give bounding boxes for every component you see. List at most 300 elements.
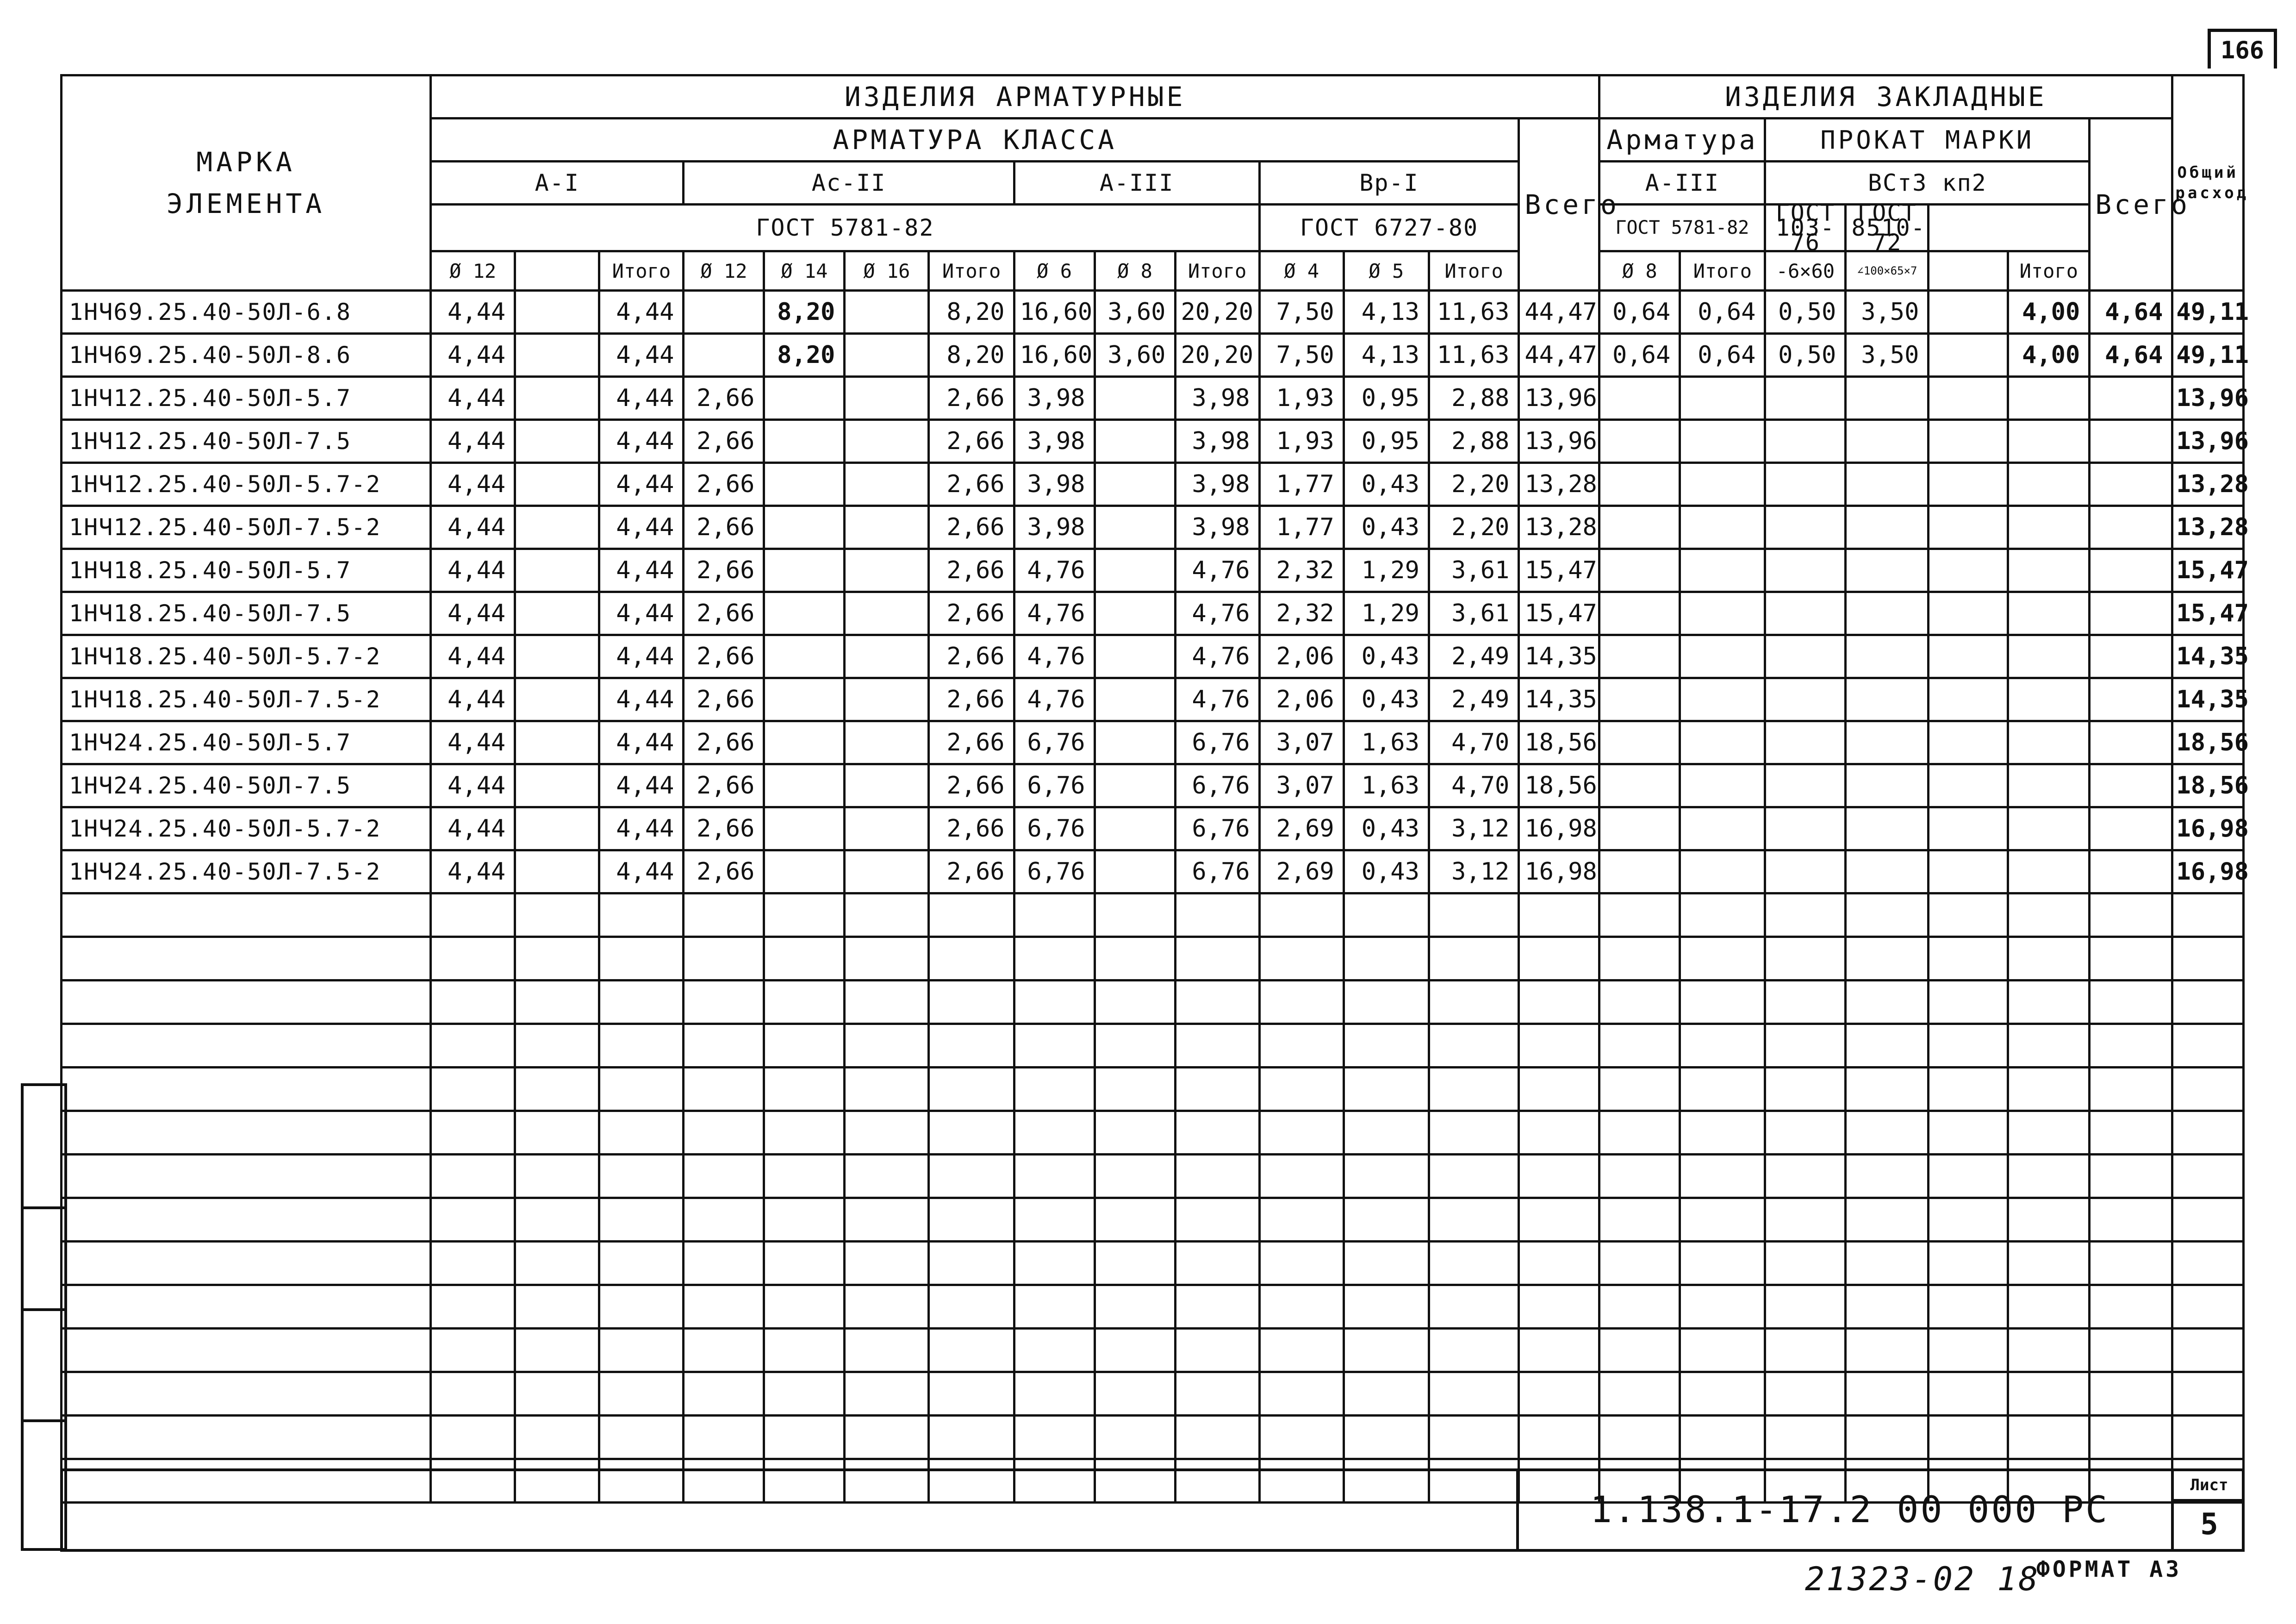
cell-mark: 1НЧ12.25.40-50Л-5.7 (62, 377, 431, 420)
cell-ac-total: 2,66 (929, 377, 1014, 420)
empty-cell (431, 1155, 515, 1198)
empty-cell (1014, 1372, 1095, 1416)
empty-cell (62, 1372, 431, 1416)
empty-cell (515, 1329, 599, 1372)
cell-bp-d5: 0,43 (1344, 635, 1429, 678)
empty-cell (1929, 937, 2008, 981)
empty-cell (515, 981, 599, 1024)
empty-cell (431, 981, 515, 1024)
empty-cell (684, 1416, 764, 1459)
empty-cell (1929, 893, 2008, 937)
cell-ac-d12: 2,66 (684, 592, 764, 635)
empty-cell (1344, 937, 1429, 981)
cell-ac-total: 2,66 (929, 721, 1014, 764)
empty-cell (929, 1068, 1014, 1111)
empty-cell (1095, 1372, 1175, 1416)
sheet-label: Лист (2174, 1471, 2245, 1501)
cell-a1-d12: 4,44 (431, 291, 515, 334)
cell-a1-d12: 4,44 (431, 850, 515, 893)
cell-a3-total: 20,20 (1175, 291, 1259, 334)
gost-blank-header (1929, 205, 2090, 251)
cell-a1-blank (515, 592, 599, 635)
empty-cell (62, 1242, 431, 1285)
cell-grand: 13,96 (2172, 420, 2244, 463)
cell-ac-d12: 2,66 (684, 721, 764, 764)
a1-blank-header (515, 251, 599, 291)
empty-cell (1259, 893, 1344, 937)
cell-emb-total (1680, 549, 1765, 592)
cell-a1-total: 4,44 (599, 549, 684, 592)
empty-cell (2008, 1329, 2090, 1372)
empty-cell (764, 1285, 845, 1329)
empty-cell (1929, 1372, 2008, 1416)
cell-rolled-blank (1929, 291, 2008, 334)
cell-strip (1765, 721, 1846, 764)
cell-rolled-total (2008, 678, 2090, 721)
empty-cell (2172, 981, 2244, 1024)
empty-cell (1429, 937, 1518, 981)
cell-grand: 15,47 (2172, 592, 2244, 635)
bp1-d5-header: Ø 5 (1344, 251, 1429, 291)
ac2-d12-header: Ø 12 (684, 251, 764, 291)
cell-mark: 1НЧ24.25.40-50Л-5.7-2 (62, 807, 431, 850)
cell-a1-blank (515, 807, 599, 850)
cell-bp-d4: 3,07 (1259, 721, 1344, 764)
empty-cell (1846, 1329, 1929, 1372)
empty-cell (684, 1068, 764, 1111)
empty-cell (1765, 1068, 1846, 1111)
cell-ac-total: 2,66 (929, 463, 1014, 506)
empty-cell (1765, 1024, 1846, 1068)
cell-bp-d5: 0,43 (1344, 506, 1429, 549)
cell-ac-total: 2,66 (929, 635, 1014, 678)
cell-bp-total: 2,88 (1429, 420, 1518, 463)
cell-a3-d6: 6,76 (1014, 764, 1095, 807)
cell-rebar-all: 16,98 (1519, 850, 1599, 893)
empty-cell (929, 1242, 1014, 1285)
empty-cell (1846, 893, 1929, 937)
empty-cell (1014, 981, 1095, 1024)
embedded-rebar-header: Арматура (1599, 119, 1765, 162)
empty-cell (2090, 1024, 2172, 1068)
empty-cell (2090, 1285, 2172, 1329)
empty-cell (599, 1416, 684, 1459)
cell-rebar-all: 14,35 (1519, 635, 1599, 678)
cell-a3-total: 4,76 (1175, 592, 1259, 635)
table-row (62, 807, 2244, 850)
cell-a3-d8 (1095, 463, 1175, 506)
cell-ac-d14 (764, 549, 845, 592)
empty-cell (2172, 1416, 2244, 1459)
empty-cell (1175, 1068, 1259, 1111)
cell-a1-total: 4,44 (599, 377, 684, 420)
empty-cell (1765, 1198, 1846, 1242)
empty-cell (1846, 1285, 1929, 1329)
cell-a3-total: 6,76 (1175, 850, 1259, 893)
cell-bp-d5: 0,43 (1344, 807, 1429, 850)
cell-grand: 49,11 (2172, 334, 2244, 377)
cell-rolled-blank (1929, 592, 2008, 635)
empty-cell (1014, 937, 1095, 981)
cell-rebar-all: 13,96 (1519, 420, 1599, 463)
cell-a1-blank (515, 506, 599, 549)
cell-angle (1846, 549, 1929, 592)
cell-a3-d8 (1095, 592, 1175, 635)
empty-cell (1680, 1024, 1765, 1068)
cell-grand: 16,98 (2172, 807, 2244, 850)
empty-cell (2172, 1372, 2244, 1416)
cell-a1-total: 4,44 (599, 463, 684, 506)
empty-cell (599, 1068, 684, 1111)
empty-cell (1765, 1416, 1846, 1459)
cell-a3-d8 (1095, 764, 1175, 807)
cell-bp-d5: 4,13 (1344, 334, 1429, 377)
cell-ac-d14 (764, 678, 845, 721)
cell-bp-d5: 1,63 (1344, 764, 1429, 807)
empty-cell (684, 893, 764, 937)
empty-cell (1175, 1329, 1259, 1372)
empty-cell (599, 1372, 684, 1416)
a3-d6-header: Ø 6 (1014, 251, 1095, 291)
cell-emb-d8 (1599, 592, 1680, 635)
cell-ac-d16 (845, 420, 929, 463)
empty-cell (1929, 1416, 2008, 1459)
empty-cell (515, 1372, 599, 1416)
empty-cell (1014, 893, 1095, 937)
cell-ac-d14: 8,20 (764, 334, 845, 377)
cell-emb-d8 (1599, 850, 1680, 893)
cell-ac-d14 (764, 506, 845, 549)
empty-cell (599, 981, 684, 1024)
empty-cell (62, 1416, 431, 1459)
rolled-grade-header: ПРОКАТ МАРКИ (1765, 119, 2090, 162)
empty-cell (1680, 937, 1765, 981)
cell-a1-blank (515, 463, 599, 506)
cell-angle (1846, 420, 1929, 463)
cell-rebar-all: 13,28 (1519, 463, 1599, 506)
empty-cell (764, 1198, 845, 1242)
cell-emb-all (2090, 506, 2172, 549)
cell-grand: 13,96 (2172, 377, 2244, 420)
cell-a1-blank (515, 291, 599, 334)
cell-emb-d8 (1599, 549, 1680, 592)
cell-a3-total: 3,98 (1175, 463, 1259, 506)
cell-mark: 1НЧ12.25.40-50Л-7.5-2 (62, 506, 431, 549)
empty-cell (1680, 1416, 1765, 1459)
embedded-items-header: ИЗДЕЛИЯ ЗАКЛАДНЫЕ (1599, 75, 2172, 119)
empty-cell (62, 937, 431, 981)
cell-strip (1765, 850, 1846, 893)
cell-ac-total: 2,66 (929, 592, 1014, 635)
table-row (62, 377, 2244, 420)
empty-cell (1599, 1155, 1680, 1198)
empty-cell (431, 1111, 515, 1155)
empty-cell (2090, 981, 2172, 1024)
cell-bp-total: 2,49 (1429, 678, 1518, 721)
table-row (62, 549, 2244, 592)
empty-cell (1344, 1329, 1429, 1372)
cell-a1-total: 4,44 (599, 334, 684, 377)
cell-bp-total: 11,63 (1429, 334, 1518, 377)
cell-emb-d8 (1599, 807, 1680, 850)
cell-a1-total: 4,44 (599, 506, 684, 549)
cell-angle (1846, 807, 1929, 850)
rebar-items-header: ИЗДЕЛИЯ АРМАТУРНЫЕ (431, 75, 1599, 119)
empty-cell (1095, 1024, 1175, 1068)
cell-a3-total: 4,76 (1175, 549, 1259, 592)
cell-ac-total: 8,20 (929, 334, 1014, 377)
empty-cell (2008, 893, 2090, 937)
cell-a1-d12: 4,44 (431, 721, 515, 764)
empty-cell (1519, 1024, 1599, 1068)
cell-emb-d8 (1599, 420, 1680, 463)
empty-cell (1599, 981, 1680, 1024)
cell-a3-total: 6,76 (1175, 764, 1259, 807)
cell-rolled-blank (1929, 764, 2008, 807)
empty-cell (599, 1155, 684, 1198)
empty-cell (2172, 893, 2244, 937)
cell-bp-total: 2,20 (1429, 506, 1518, 549)
empty-cell (1014, 1285, 1095, 1329)
empty-cell (515, 1024, 599, 1068)
cell-grand: 18,56 (2172, 764, 2244, 807)
empty-cell (684, 937, 764, 981)
cell-rebar-all: 15,47 (1519, 592, 1599, 635)
cell-ac-d12: 2,66 (684, 678, 764, 721)
empty-cell (515, 1068, 599, 1111)
empty-cell (1846, 1024, 1929, 1068)
cell-emb-all (2090, 549, 2172, 592)
empty-cell (1519, 981, 1599, 1024)
cell-a3-d6: 6,76 (1014, 721, 1095, 764)
empty-cell (764, 1242, 845, 1285)
cell-ac-total: 2,66 (929, 506, 1014, 549)
empty-cell (1519, 1155, 1599, 1198)
empty-cell (1519, 1372, 1599, 1416)
class-bp1-header: Вр-I (1259, 162, 1519, 205)
ac2-total-header: Итого (929, 251, 1014, 291)
empty-cell (1259, 1068, 1344, 1111)
empty-cell (845, 1242, 929, 1285)
cell-rebar-all: 44,47 (1519, 334, 1599, 377)
empty-cell (599, 937, 684, 981)
empty-cell (845, 1416, 929, 1459)
cell-grand: 16,98 (2172, 850, 2244, 893)
cell-emb-all (2090, 377, 2172, 420)
cell-a3-total: 6,76 (1175, 721, 1259, 764)
cell-angle (1846, 721, 1929, 764)
empty-cell (1429, 981, 1518, 1024)
empty-cell (764, 1416, 845, 1459)
empty-cell (1765, 893, 1846, 937)
total-consumption-header: Общий расход (2172, 75, 2244, 291)
cell-emb-total: 0,64 (1680, 291, 1765, 334)
cell-rebar-all: 13,28 (1519, 506, 1599, 549)
empty-cell (1175, 1198, 1259, 1242)
empty-cell (62, 1155, 431, 1198)
cell-mark: 1НЧ24.25.40-50Л-5.7 (62, 721, 431, 764)
empty-row (62, 1024, 2244, 1068)
empty-cell (515, 937, 599, 981)
cell-rolled-blank (1929, 334, 2008, 377)
empty-cell (929, 1372, 1014, 1416)
empty-cell (1014, 1416, 1095, 1459)
empty-cell (845, 1068, 929, 1111)
empty-cell (431, 1068, 515, 1111)
empty-cell (1344, 981, 1429, 1024)
cell-bp-d4: 1,93 (1259, 420, 1344, 463)
cell-a3-d6: 3,98 (1014, 420, 1095, 463)
cell-rolled-total (2008, 764, 2090, 807)
cell-emb-all (2090, 807, 2172, 850)
empty-cell (684, 1329, 764, 1372)
cell-a1-total: 4,44 (599, 420, 684, 463)
cell-bp-d4: 1,93 (1259, 377, 1344, 420)
cell-bp-d4: 2,06 (1259, 635, 1344, 678)
cell-emb-d8 (1599, 506, 1680, 549)
ac2-d14-header: Ø 14 (764, 251, 845, 291)
a3-d8-header: Ø 8 (1095, 251, 1175, 291)
cell-emb-all (2090, 635, 2172, 678)
cell-bp-d5: 1,29 (1344, 592, 1429, 635)
cell-emb-d8 (1599, 721, 1680, 764)
empty-cell (2090, 1068, 2172, 1111)
cell-ac-d16 (845, 850, 929, 893)
empty-cell (1765, 1242, 1846, 1285)
cell-bp-d5: 0,43 (1344, 678, 1429, 721)
cell-rolled-blank (1929, 721, 2008, 764)
cell-ac-d16 (845, 334, 929, 377)
cell-emb-total (1680, 850, 1765, 893)
cell-emb-all (2090, 764, 2172, 807)
empty-row (62, 1285, 2244, 1329)
empty-cell (1259, 1111, 1344, 1155)
empty-cell (1680, 1068, 1765, 1111)
cell-a1-d12: 4,44 (431, 506, 515, 549)
cell-ac-d14 (764, 463, 845, 506)
empty-cell (1599, 1068, 1680, 1111)
cell-a1-blank (515, 334, 599, 377)
cell-grand: 15,47 (2172, 549, 2244, 592)
empty-cell (1095, 1068, 1175, 1111)
cell-emb-total (1680, 420, 1765, 463)
cell-ac-d16 (845, 592, 929, 635)
cell-ac-d14 (764, 420, 845, 463)
cell-ac-d12 (684, 334, 764, 377)
cell-ac-d14: 8,20 (764, 291, 845, 334)
empty-cell (764, 1155, 845, 1198)
empty-row (62, 1242, 2244, 1285)
cell-a3-total: 4,76 (1175, 678, 1259, 721)
empty-cell (1765, 1155, 1846, 1198)
cell-strip (1765, 506, 1846, 549)
cell-rolled-total (2008, 807, 2090, 850)
empty-cell (1599, 1372, 1680, 1416)
empty-cell (431, 1285, 515, 1329)
cell-emb-total (1680, 721, 1765, 764)
empty-cell (431, 893, 515, 937)
empty-cell (2090, 1416, 2172, 1459)
cell-angle: 3,50 (1846, 334, 1929, 377)
empty-cell (1344, 1416, 1429, 1459)
cell-bp-total: 2,88 (1429, 377, 1518, 420)
empty-cell (1929, 1285, 2008, 1329)
cell-strip: 0,50 (1765, 291, 1846, 334)
cell-ac-d12 (684, 291, 764, 334)
empty-cell (1599, 1024, 1680, 1068)
cell-a3-d8 (1095, 807, 1175, 850)
cell-a3-d8 (1095, 635, 1175, 678)
cell-ac-d16 (845, 291, 929, 334)
cell-strip (1765, 807, 1846, 850)
empty-cell (1929, 1329, 2008, 1372)
cell-a3-d8 (1095, 850, 1175, 893)
class-a1-header: А-I (431, 162, 684, 205)
cell-bp-d4: 1,77 (1259, 506, 1344, 549)
empty-cell (1259, 1155, 1344, 1198)
cell-rolled-total (2008, 592, 2090, 635)
empty-cell (1599, 1198, 1680, 1242)
cell-bp-d5: 0,43 (1344, 463, 1429, 506)
cell-ac-total: 2,66 (929, 807, 1014, 850)
cell-a1-total: 4,44 (599, 291, 684, 334)
emb-d8-header: Ø 8 (1599, 251, 1680, 291)
cell-a3-d6: 3,98 (1014, 463, 1095, 506)
empty-cell (1344, 893, 1429, 937)
empty-cell (1846, 981, 1929, 1024)
bp1-total-header: Итого (1429, 251, 1518, 291)
empty-cell (1095, 893, 1175, 937)
cell-emb-d8 (1599, 678, 1680, 721)
cell-a3-total: 20,20 (1175, 334, 1259, 377)
empty-cell (1929, 1242, 2008, 1285)
empty-cell (2008, 1155, 2090, 1198)
cell-ac-d16 (845, 807, 929, 850)
empty-cell (1929, 1155, 2008, 1198)
empty-cell (1014, 1111, 1095, 1155)
empty-cell (1344, 1111, 1429, 1155)
empty-cell (1599, 1285, 1680, 1329)
empty-cell (1519, 1198, 1599, 1242)
cell-ac-d12: 2,66 (684, 377, 764, 420)
empty-cell (1765, 937, 1846, 981)
cell-mark: 1НЧ12.25.40-50Л-5.7-2 (62, 463, 431, 506)
empty-cell (1259, 981, 1344, 1024)
empty-cell (1519, 1416, 1599, 1459)
empty-cell (845, 1372, 929, 1416)
empty-cell (1014, 1155, 1095, 1198)
empty-cell (1429, 893, 1518, 937)
empty-cell (1095, 1111, 1175, 1155)
empty-cell (764, 1329, 845, 1372)
empty-cell (1429, 1285, 1518, 1329)
cell-emb-total (1680, 635, 1765, 678)
empty-cell (1095, 937, 1175, 981)
empty-cell (684, 1242, 764, 1285)
table-row (62, 764, 2244, 807)
table-row (62, 635, 2244, 678)
empty-cell (1599, 1242, 1680, 1285)
empty-cell (1846, 1242, 1929, 1285)
empty-cell (684, 1372, 764, 1416)
empty-cell (929, 1155, 1014, 1198)
empty-cell (1095, 1155, 1175, 1198)
cell-bp-total: 11,63 (1429, 291, 1518, 334)
cell-mark: 1НЧ24.25.40-50Л-7.5 (62, 764, 431, 807)
cell-strip (1765, 678, 1846, 721)
empty-cell (1259, 1416, 1344, 1459)
empty-cell (1014, 1329, 1095, 1372)
